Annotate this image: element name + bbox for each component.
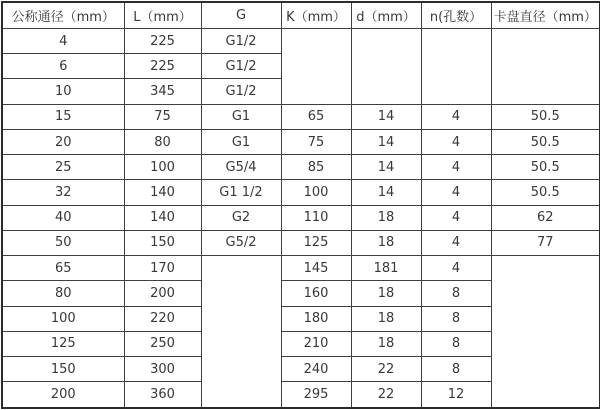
table-cell: 32 <box>2 180 124 205</box>
table-cell: 210 <box>281 331 351 356</box>
table-cell: 6 <box>2 54 124 79</box>
table-cell: 4 <box>421 155 491 180</box>
table-cell: G1 <box>201 129 281 154</box>
table-cell: 50.5 <box>491 104 600 129</box>
table-cell: 14 <box>351 180 421 205</box>
table-cell: 50.5 <box>491 180 600 205</box>
table-cell: 140 <box>124 205 201 230</box>
column-header: 卡盘直径（mm） <box>491 2 600 29</box>
table-cell <box>201 256 281 408</box>
table-cell: 15 <box>2 104 124 129</box>
table-cell: 4 <box>421 180 491 205</box>
table-cell: 125 <box>2 331 124 356</box>
table-cell: 250 <box>124 331 201 356</box>
table-cell: 170 <box>124 256 201 281</box>
column-header: L（mm） <box>124 2 201 29</box>
table-cell: 50 <box>2 230 124 255</box>
table-cell <box>421 29 491 105</box>
table-cell: 10 <box>2 79 124 104</box>
table-cell: 360 <box>124 382 201 408</box>
spec-table-head <box>2 2 600 29</box>
table-cell: G5/2 <box>201 230 281 255</box>
table-row <box>2 129 600 154</box>
table-cell: 110 <box>281 205 351 230</box>
table-cell: 8 <box>421 306 491 331</box>
table-cell: 65 <box>281 104 351 129</box>
table-cell: 180 <box>281 306 351 331</box>
table-row <box>2 104 600 129</box>
table-cell: 75 <box>124 104 201 129</box>
column-header: K（mm） <box>281 2 351 29</box>
table-row <box>2 230 600 255</box>
table-cell: 4 <box>421 129 491 154</box>
table-cell <box>491 29 600 105</box>
table-cell: 14 <box>351 104 421 129</box>
table-cell: 240 <box>281 357 351 382</box>
column-header: n(孔数） <box>421 2 491 29</box>
table-cell: 18 <box>351 306 421 331</box>
column-header: 公称通径（mm） <box>2 2 124 29</box>
table-cell: 18 <box>351 331 421 356</box>
table-cell: 150 <box>2 357 124 382</box>
table-cell: 160 <box>281 281 351 306</box>
table-cell: 8 <box>421 331 491 356</box>
table-cell: G2 <box>201 205 281 230</box>
table-cell <box>351 29 421 105</box>
table-cell <box>491 256 600 408</box>
column-header: G <box>201 2 281 29</box>
table-cell: 8 <box>421 357 491 382</box>
table-cell: 100 <box>281 180 351 205</box>
spec-table <box>1 1 600 409</box>
table-row <box>2 29 600 54</box>
table-cell: 80 <box>2 281 124 306</box>
header-row <box>2 2 600 29</box>
table-cell: 12 <box>421 382 491 408</box>
table-cell: 85 <box>281 155 351 180</box>
table-cell: 300 <box>124 357 201 382</box>
table-cell: 181 <box>351 256 421 281</box>
table-cell: 295 <box>281 382 351 408</box>
table-cell: 14 <box>351 155 421 180</box>
table-cell: 140 <box>124 180 201 205</box>
table-cell: 65 <box>2 256 124 281</box>
table-cell: 18 <box>351 230 421 255</box>
table-cell: 62 <box>491 205 600 230</box>
table-cell: 18 <box>351 281 421 306</box>
table-cell: G1/2 <box>201 54 281 79</box>
table-row <box>2 256 600 281</box>
table-cell: 4 <box>421 104 491 129</box>
table-cell: 77 <box>491 230 600 255</box>
table-cell: 200 <box>2 382 124 408</box>
table-cell: G1/2 <box>201 29 281 54</box>
table-cell: 100 <box>2 306 124 331</box>
table-cell: 22 <box>351 382 421 408</box>
table-cell: 220 <box>124 306 201 331</box>
table-row <box>2 180 600 205</box>
table-cell: 18 <box>351 205 421 230</box>
table-cell: 4 <box>2 29 124 54</box>
spec-table-body <box>2 29 600 409</box>
table-cell: 4 <box>421 205 491 230</box>
table-cell: 8 <box>421 281 491 306</box>
table-cell: 75 <box>281 129 351 154</box>
table-cell: 4 <box>421 230 491 255</box>
table-cell: 22 <box>351 357 421 382</box>
table-cell: 100 <box>124 155 201 180</box>
table-cell: 50.5 <box>491 155 600 180</box>
column-header: d（mm） <box>351 2 421 29</box>
table-cell: 20 <box>2 129 124 154</box>
table-cell: G1 <box>201 104 281 129</box>
table-cell: 14 <box>351 129 421 154</box>
table-cell: G1/2 <box>201 79 281 104</box>
table-cell: 80 <box>124 129 201 154</box>
table-cell <box>281 29 351 105</box>
table-cell: 225 <box>124 54 201 79</box>
table-row <box>2 205 600 230</box>
table-cell: G5/4 <box>201 155 281 180</box>
table-cell: 40 <box>2 205 124 230</box>
table-cell: 200 <box>124 281 201 306</box>
table-cell: 225 <box>124 29 201 54</box>
table-row <box>2 155 600 180</box>
table-cell: G1 1/2 <box>201 180 281 205</box>
table-cell: 345 <box>124 79 201 104</box>
table-cell: 4 <box>421 256 491 281</box>
table-cell: 125 <box>281 230 351 255</box>
table-cell: 145 <box>281 256 351 281</box>
table-cell: 50.5 <box>491 129 600 154</box>
table-cell: 25 <box>2 155 124 180</box>
table-cell: 150 <box>124 230 201 255</box>
